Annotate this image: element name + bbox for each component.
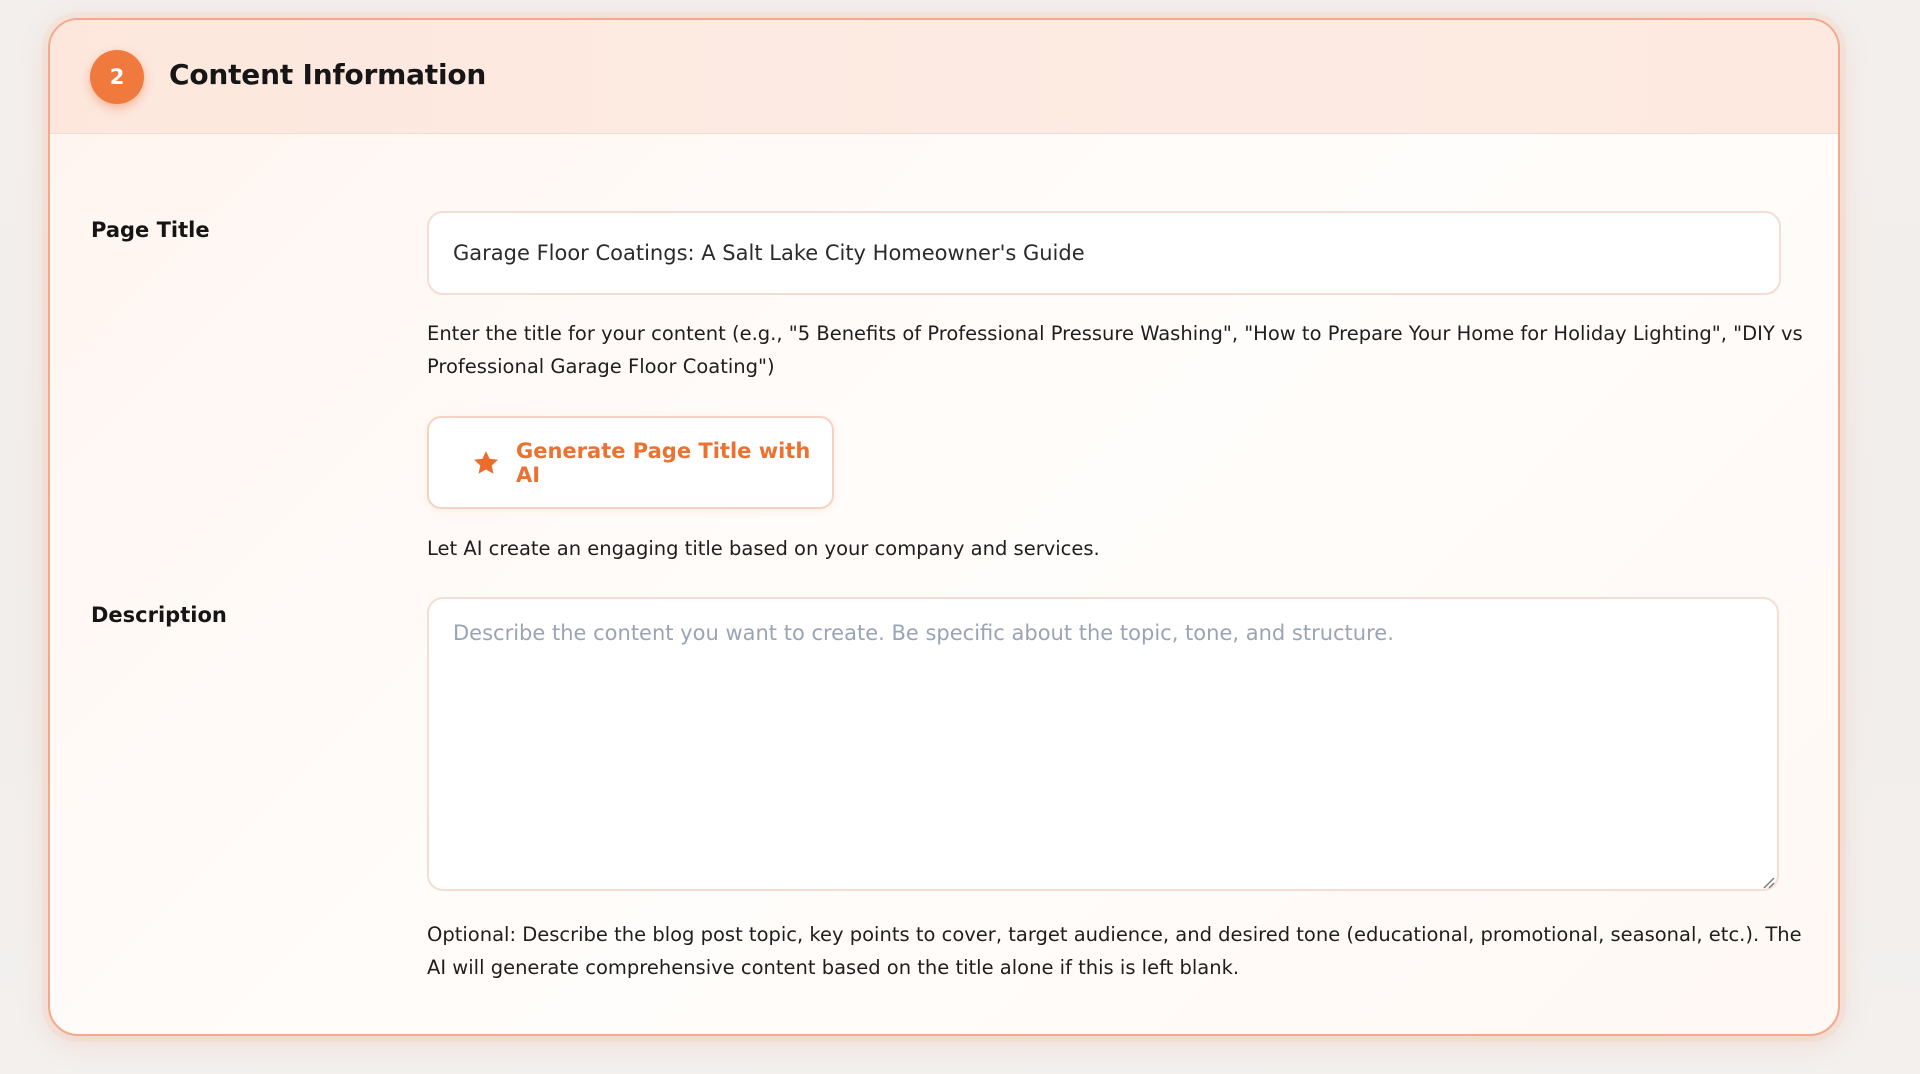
description-textarea[interactable]	[427, 597, 1779, 891]
description-label: Description	[91, 603, 227, 627]
card-header	[50, 20, 1838, 134]
content-information-card	[48, 18, 1840, 1036]
page-title-help-text: Enter the title for your content (e.g., "5 Benefits of Professional Pressure Washing", "How to Prepare Your Home for Holiday Lighting", "DIY vs Professional Garage Floor Coating")	[427, 322, 1803, 378]
star-icon	[472, 449, 500, 477]
page-title-label: Page Title	[91, 218, 210, 242]
page-title-input[interactable]	[427, 211, 1781, 295]
generate-page-title-button-label: Generate Page Title with AI	[516, 438, 811, 487]
resize-handle-icon[interactable]	[1761, 874, 1775, 888]
description-help-text: Optional: Describe the blog post topic, key points to cover, target audience, and desired tone (educational, promotional, seasonal, etc.). The AI will generate comprehensive content based on the title alone if this is left blank.	[427, 923, 1802, 979]
generate-page-title-button[interactable]	[427, 416, 834, 509]
ai-generate-help-text: Let AI create an engaging title based on your company and services.	[427, 537, 1100, 560]
section-title: Content Information	[169, 58, 487, 91]
step-number-badge: 2	[90, 50, 144, 104]
